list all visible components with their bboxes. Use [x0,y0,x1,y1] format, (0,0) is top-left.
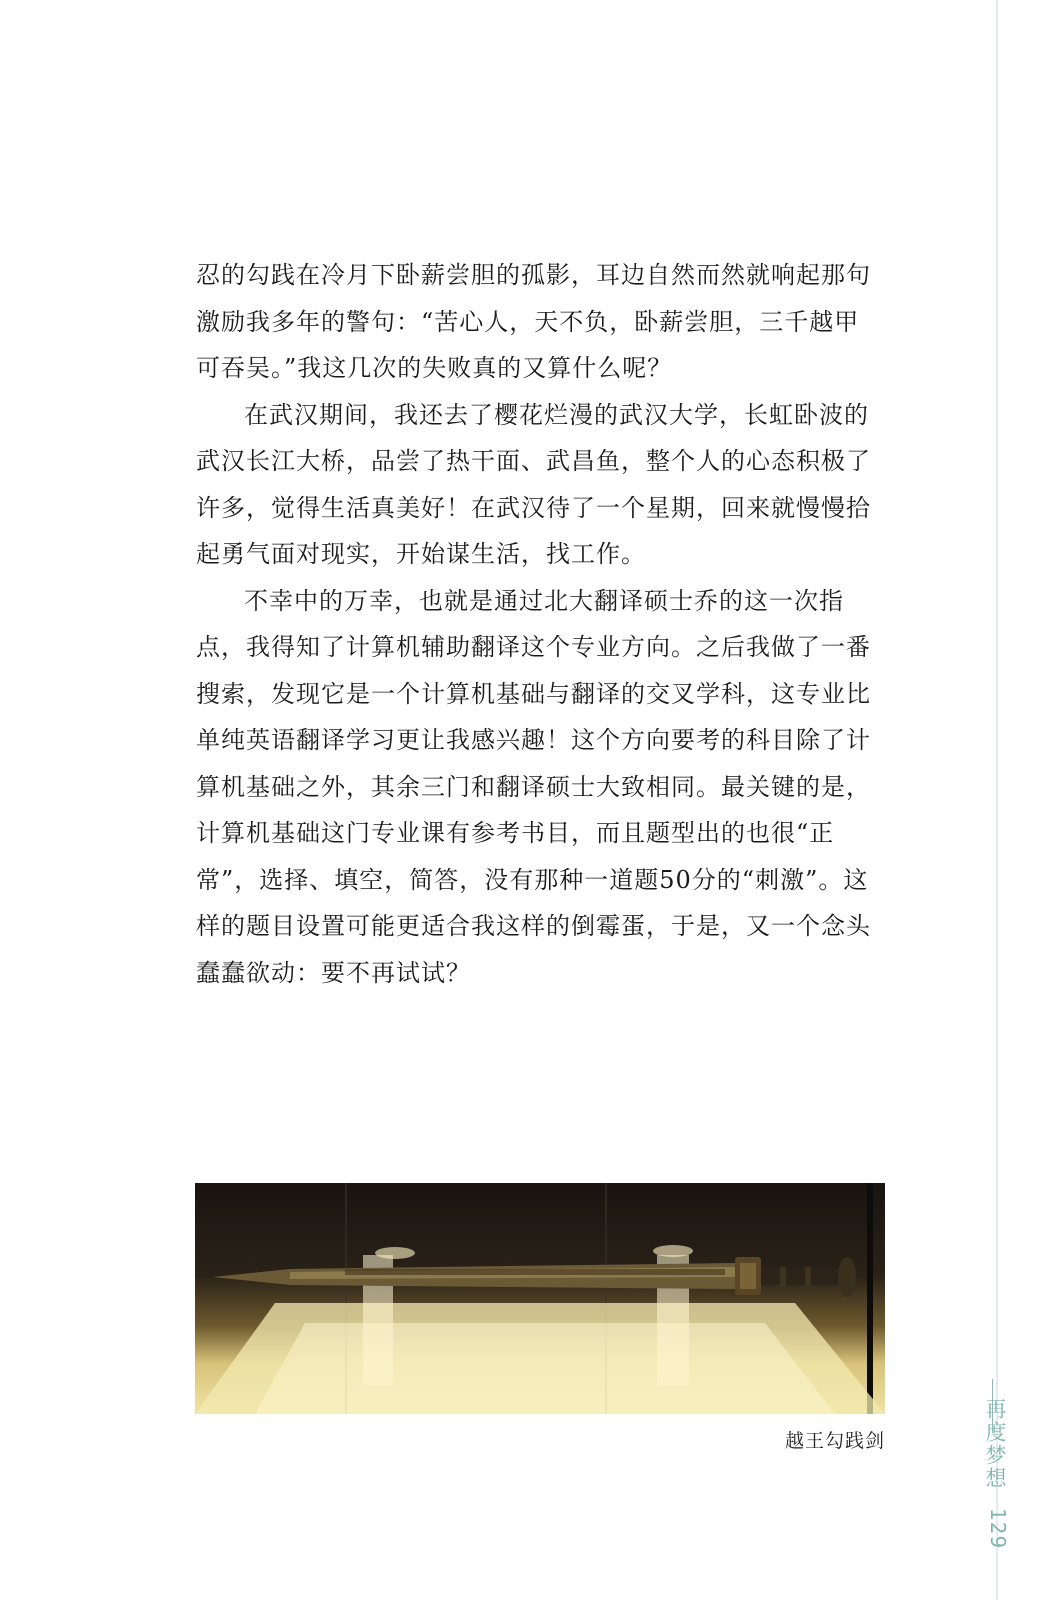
paragraph-3: 不幸中的万幸，也就是通过北大翻译硕士乔的这一次指点，我得知了计算机辅助翻译这个专业方向。之后我做了一番搜索，发现它是一个计算机基础与翻译的交叉学科，这专业比单纯英语翻译学习更让我感兴趣！这个方向要考的科目除了计算机基础之外，其余三门和翻译硕士大致相同。最关键的是，计算机基础这门专业课有参考书目，而且题型出的也很“正常”，选择、填空，简答，没有那种一道题50分的“刺激”。这样的题目设置可能更适合我这样的倒霉蛋，于是，又一个念头蠢蠢欲动：要不再试试？ [196,586,871,987]
paragraph-1: 忍的勾践在冷月下卧薪尝胆的孤影，耳边自然而然就响起那句激励我多年的警句：“苦心人，天不负，卧薪尝胆，三千越甲可吞吴。”我这几次的失败真的又算什么呢？ [196,261,871,382]
paragraph-2: 在武汉期间，我还去了樱花烂漫的武汉大学，长虹卧波的武汉长江大桥，品尝了热干面、武昌鱼，整个人的心态积极了许多，觉得生活真美好！在武汉待了一个星期，回来就慢慢拾起勇气面对现实，开始谋生活，找工作。 [196,400,871,568]
sword-illustration [195,1183,885,1414]
body-text [196,252,876,996]
sword-photo [195,1183,885,1414]
running-section-title: 再度梦想 [983,1398,1007,1490]
page-number: 129 [986,1508,1010,1550]
page-edge-rule [996,0,998,1600]
figure-caption: 越王勾践剑 [784,1430,885,1452]
